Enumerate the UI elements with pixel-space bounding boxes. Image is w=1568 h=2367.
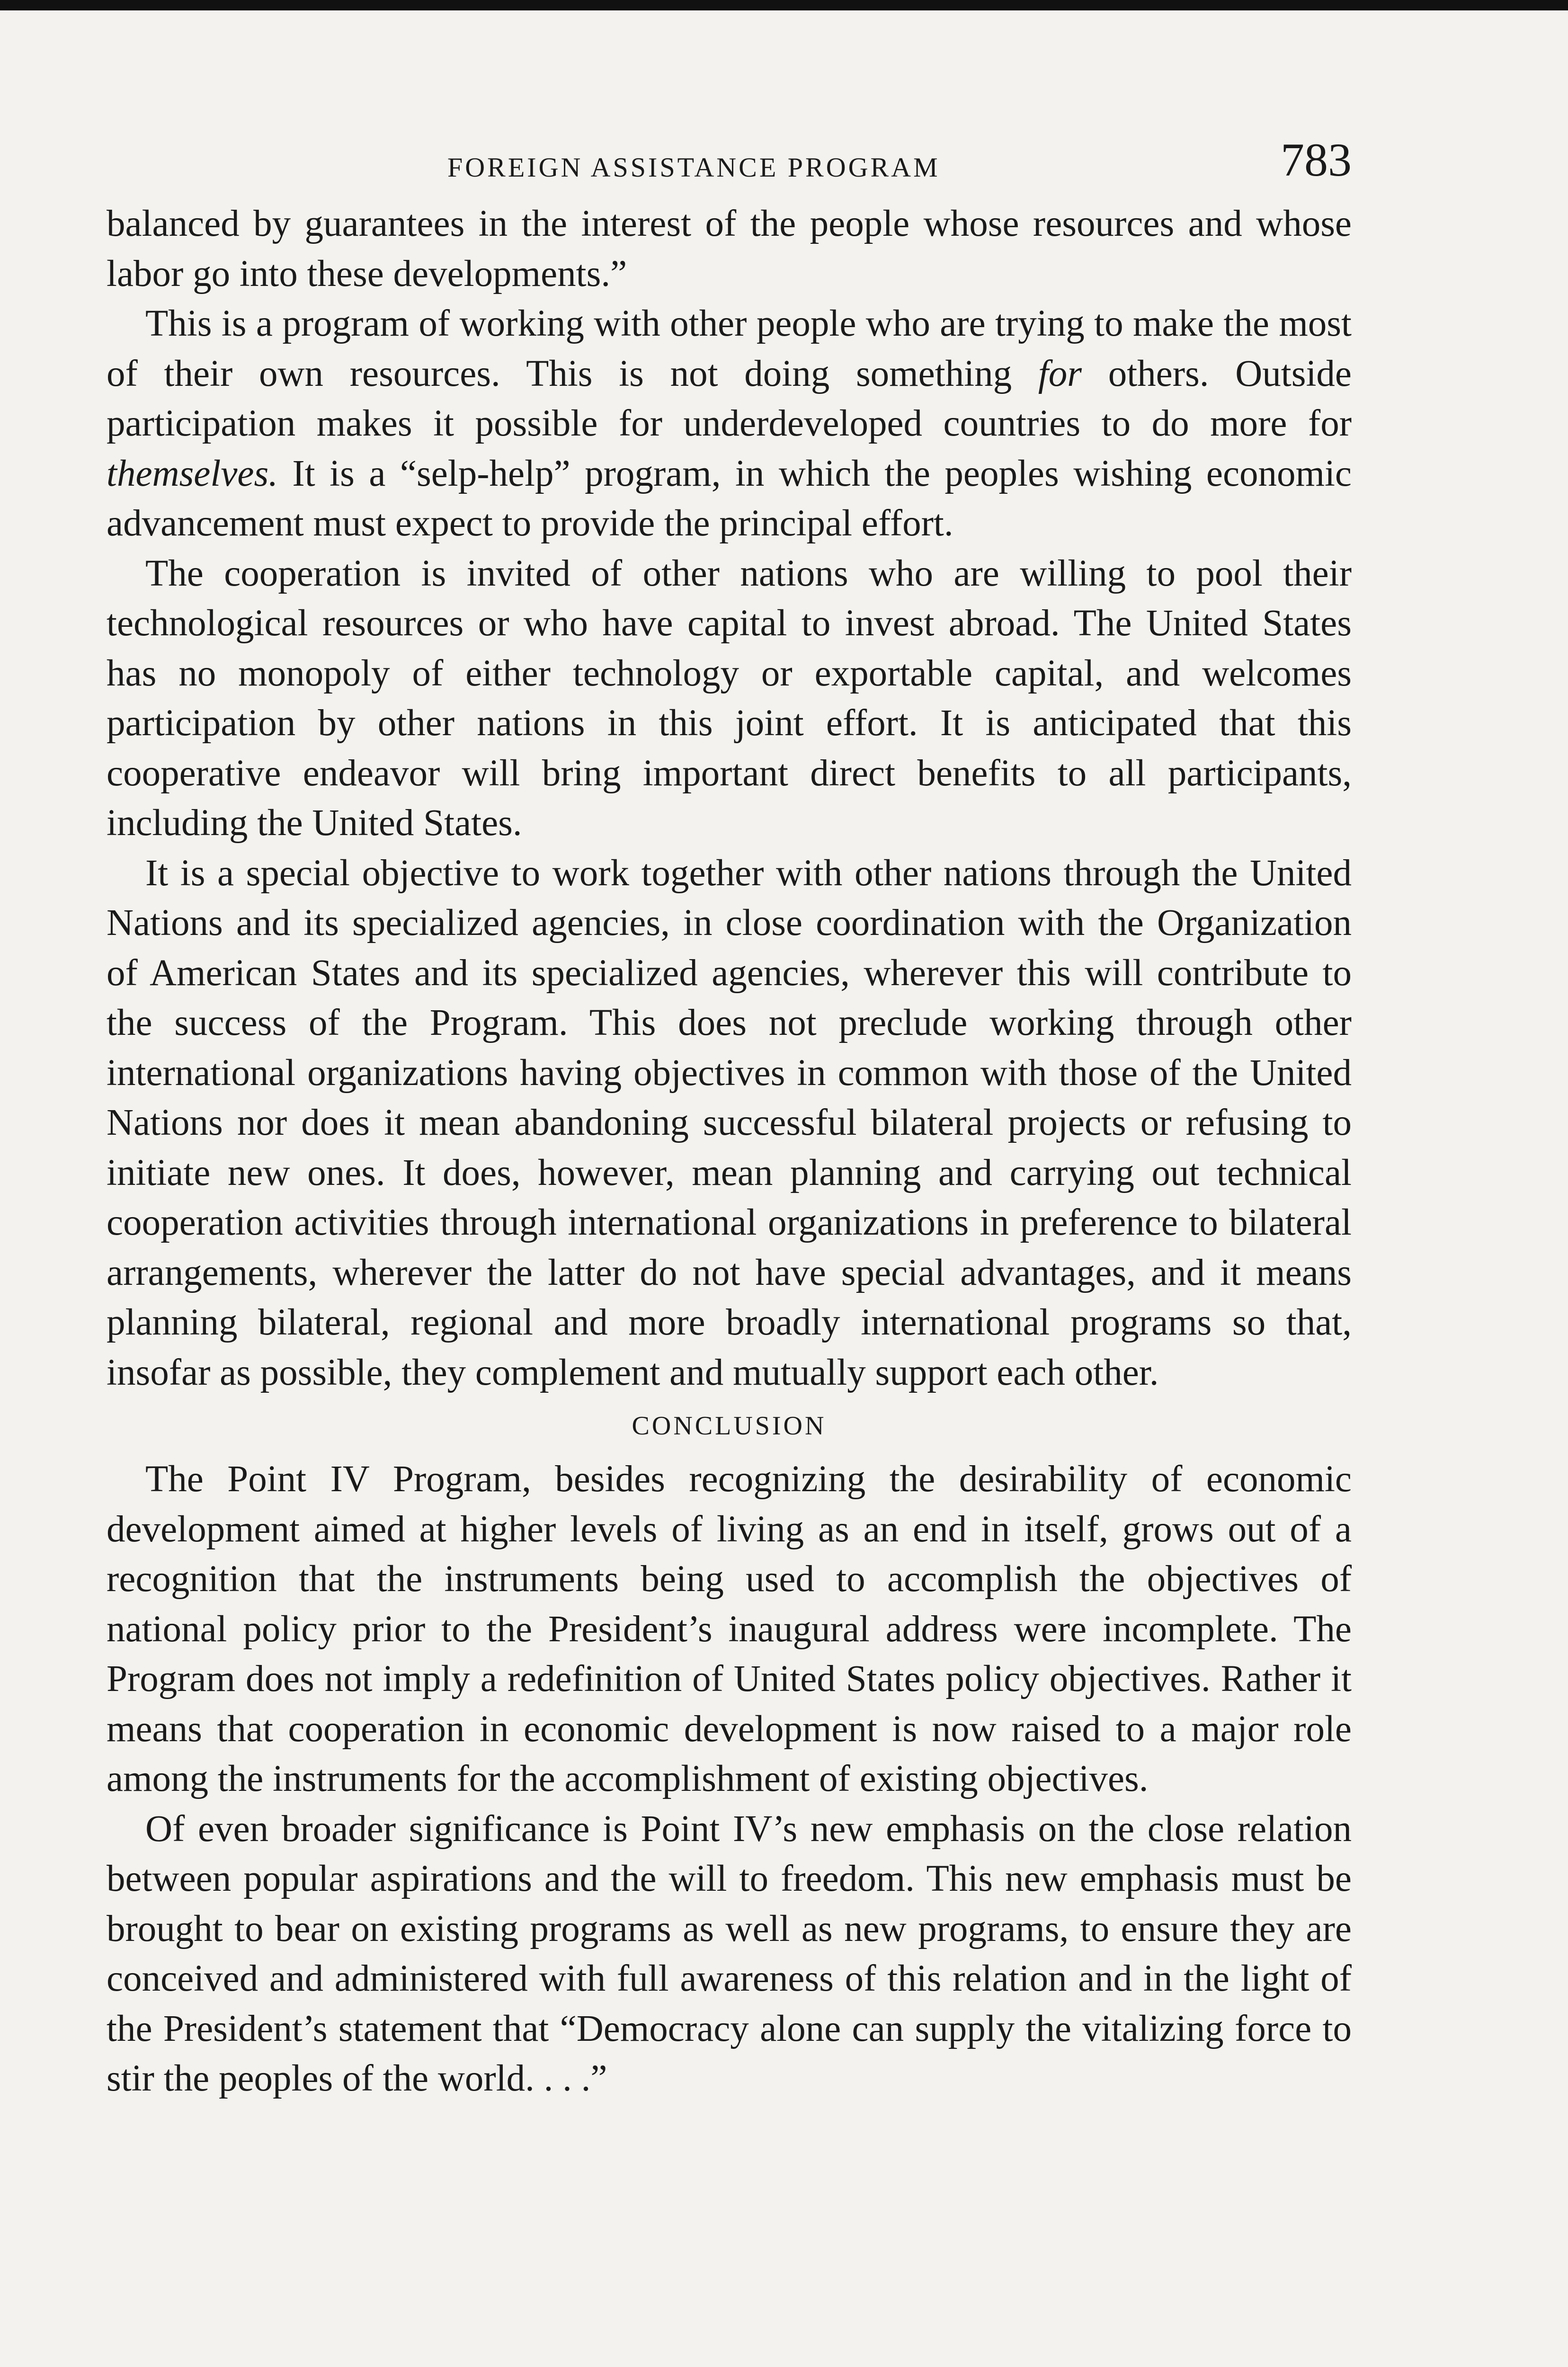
italic-emphasis-for: for — [1038, 353, 1082, 394]
running-head — [107, 128, 1352, 199]
paragraph-cooperation: The cooperation is invited of other nations who are willing to pool their technological resources or who have capital to invest abroad. The United States has no monopoly of either technology or exportable capital, and welcomes participation by other nations in this joint effort. It is anticipated that this cooperative endeavor will bring important direct benefits to all participants, including the United States. — [107, 552, 1352, 844]
text-run: It is a “selp-help” program, in which the peoples wishing economic advancement must expect to provide the principal effort. — [107, 453, 1352, 544]
paragraph-continued: balanced by guarantees in the interest of the people whose resources and whose labor go into these developments.” — [107, 203, 1352, 294]
paragraph-point-iv-program: The Point IV Program, besides recognizing the desirability of economic development aimed at higher levels of living as an end in itself, grows out of a recognition that the instruments being used to accomplish the objectives of national policy prior to the President’s inaugural address were incomplete. The Program does not imply a redefinition of United States policy objectives. Rather it means that cooperation in economic development is now raised to a major role among the instruments for the accomplishment of existing objectives. — [107, 1459, 1352, 1799]
italic-emphasis-themselves: themselves. — [107, 453, 278, 494]
page-number: 783 — [1281, 133, 1352, 186]
text-run: This is a program of working with other people who are trying to make the most of their own resources. This is not doing something — [107, 303, 1352, 394]
paragraph-broader-significance: Of even broader significance is Point IV’s new emphasis on the close relation between popular aspirations and the will to freedom. This new emphasis must be brought to bear on existing programs as well as new programs, to ensure they are conceived and administered with full awareness of this relation and in the light of the President’s statement that “Democracy alone can supply the vitalizing force to stir the peoples of the world. . . .” — [107, 1808, 1352, 2099]
paragraph-united-nations: It is a special objective to work together with other nations through the United Nations and its specialized agencies, in close coordination with the Organization of American States and its specialized agencies, wherever this will contribute to the success of the Program. This does not preclude working through other international organizations having objectives in common with those of the United Nations nor does it mean abandoning successful bilateral projects or refusing to initiate new ones. It does, however, mean planning and carrying out technical cooperation activities through international organizations in preference to bilateral arrangements, wherever the latter do not have special advantages, and it means planning bilateral, regional and more broadly international programs so that, insofar as possible, they complement and mutually support each other. — [107, 852, 1352, 1393]
text-run: others. Outside participation makes it possible for underdeveloped countries to do more for — [107, 353, 1352, 444]
section-heading-conclusion: CONCLUSION — [632, 1411, 827, 1441]
paragraph-self-help — [107, 299, 1352, 549]
running-title: FOREIGN ASSISTANCE PROGRAM — [447, 152, 940, 183]
top-border-rule — [0, 0, 1568, 10]
body-text — [107, 199, 1352, 2104]
book-page — [107, 128, 1352, 2104]
